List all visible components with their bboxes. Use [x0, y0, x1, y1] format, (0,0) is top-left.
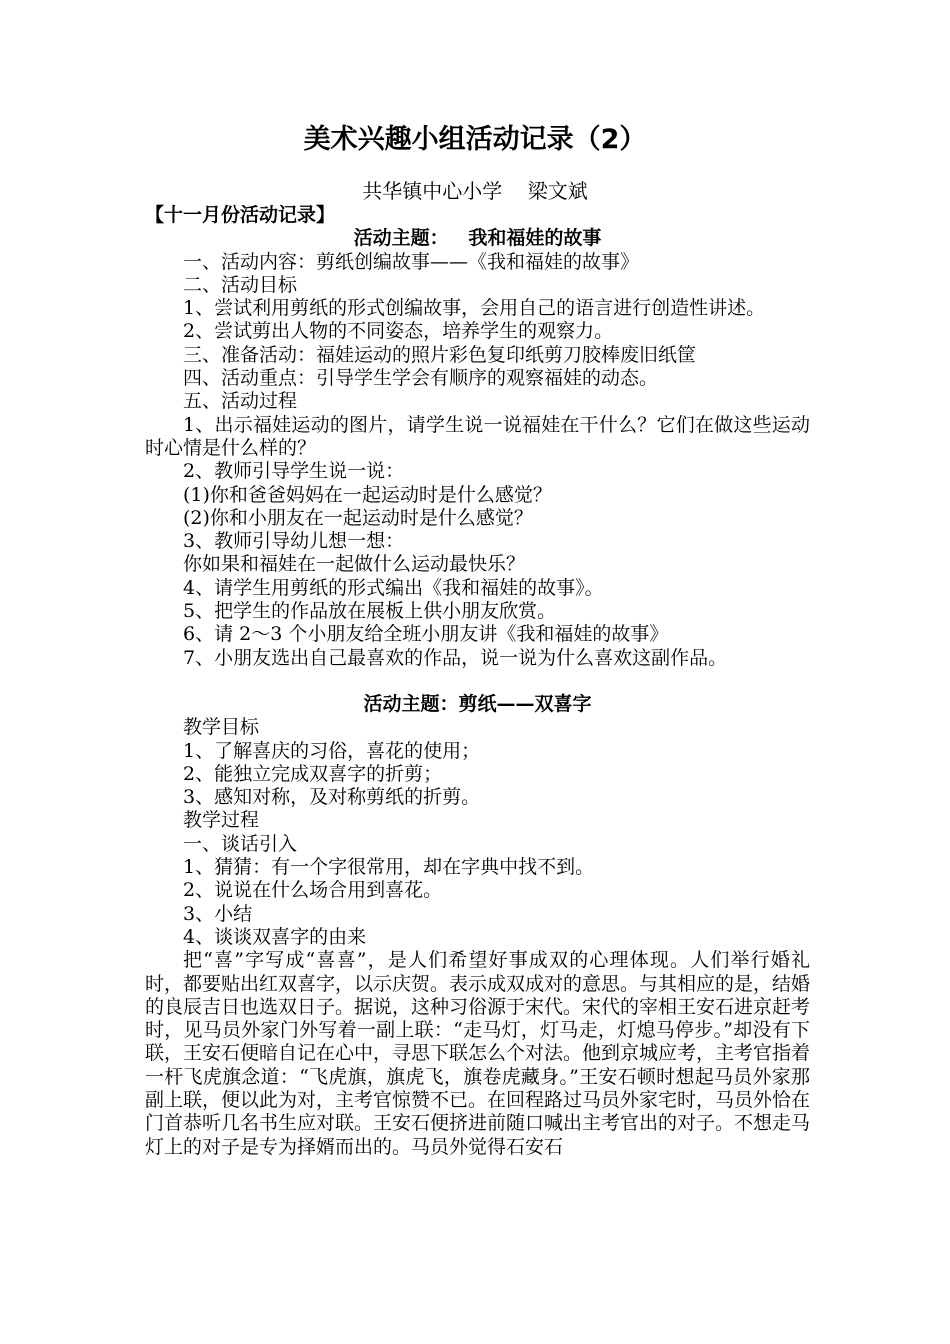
- paragraph: 2、能独立完成双喜字的折剪；: [183, 762, 443, 785]
- paragraph: 6、请 2～3 个小朋友给全班小朋友讲《我和福娃的故事》: [183, 623, 669, 646]
- paragraph: 2、说说在什么场合用到喜花。: [183, 879, 443, 902]
- paragraph: 1、了解喜庆的习俗，喜花的使用；: [183, 739, 481, 762]
- paragraph: 3、感知对称，及对称剪纸的折剪。: [183, 786, 481, 809]
- paragraph: 一、活动内容：剪纸创编故事——《我和福娃的故事》: [183, 250, 640, 273]
- paragraph: (1)你和爸爸妈妈在一起运动时是什么感觉？: [183, 483, 552, 506]
- paragraph: 三、准备活动：福娃运动的照片彩色复印纸剪刀胶棒废旧纸筐: [183, 343, 697, 366]
- document-body: [145, 204, 810, 1159]
- spacer: [145, 670, 810, 693]
- paragraph: 五、活动过程: [183, 390, 298, 413]
- paragraph: 4、谈谈双喜字的由来: [183, 925, 367, 948]
- paragraph: 5、把学生的作品放在展板上供小朋友欣赏。: [183, 600, 557, 623]
- paragraph: 四、活动重点：引导学生学会有顺序的观察福娃的动态。: [183, 367, 659, 390]
- paragraph: 2、尝试剪出人物的不同姿态，培养学生的观察力。: [183, 320, 614, 343]
- paragraph: 教学过程: [183, 809, 260, 832]
- paragraph: 1、尝试利用剪纸的形式创编故事，会用自己的语言进行创造性讲述。: [183, 297, 766, 320]
- activity2-theme: 活动主题：剪纸——双喜字: [363, 692, 592, 715]
- paragraph: 3、教师引导幼儿想一想：: [183, 530, 405, 553]
- paragraph: 你如果和福娃在一起做什么运动最快乐？: [183, 553, 526, 576]
- paragraph: 7、小朋友选出自己最喜欢的作品，说一说为什么喜欢这副作品。: [183, 646, 728, 669]
- story-paragraph: 把“喜”字写成“喜喜”，是人们希望好事成双的心理体现。人们举行婚礼时，都要贴出红双喜字，以示庆贺。表示成双成对的意思。与其相应的是，结婚的良辰吉日也选双日子。据说，这种习俗源于宋代。宋代的宰相王安石进京赶考时，见马员外家门外写着一副上联：“走马灯，灯马走，灯熄马停步。”却没有下联，王安石便暗自记在心中，寻思下联怎么个对法。他到京城应考，主考官指着一杆飞虎旗念道：“飞虎旗，旗虎飞，旗卷虎藏身。”王安石顿时想起马员外家那副上联，便以此为对，主考官惊赞不已。在回程路过马员外家宅时，马员外恰在门首恭听几名书生应对联。王安石便挤进前随口喊出主考官出的对子。不想走马灯上的对子是专为择婿而出的。马员外觉得石安石: [145, 949, 811, 1158]
- paragraph: 1、猜猜：有一个字很常用，却在字典中找不到。: [183, 856, 595, 879]
- paragraph: 2、教师引导学生说一说：: [183, 460, 405, 483]
- paragraph: 一、谈话引入: [183, 832, 298, 855]
- paragraph: 1、出示福娃运动的图片，请学生说一说福娃在干什么？它们在做这些运动时心情是什么样的？: [145, 413, 810, 459]
- document-title: 美术兴趣小组活动记录（2）: [303, 124, 647, 155]
- paragraph: 教学目标: [183, 716, 260, 739]
- paragraph: 3、小结: [183, 902, 253, 925]
- activity1-theme: 活动主题： 我和福娃的故事: [353, 227, 602, 250]
- paragraph: 4、请学生用剪纸的形式编出《我和福娃的故事》。: [183, 576, 604, 599]
- paragraph: 二、活动目标: [183, 273, 298, 296]
- section-label: 【十一月份活动记录】: [145, 204, 336, 226]
- paragraph: (2)你和小朋友在一起运动时是什么感觉？: [183, 506, 533, 529]
- author-line: 共华镇中心小学 梁文斌: [362, 179, 588, 203]
